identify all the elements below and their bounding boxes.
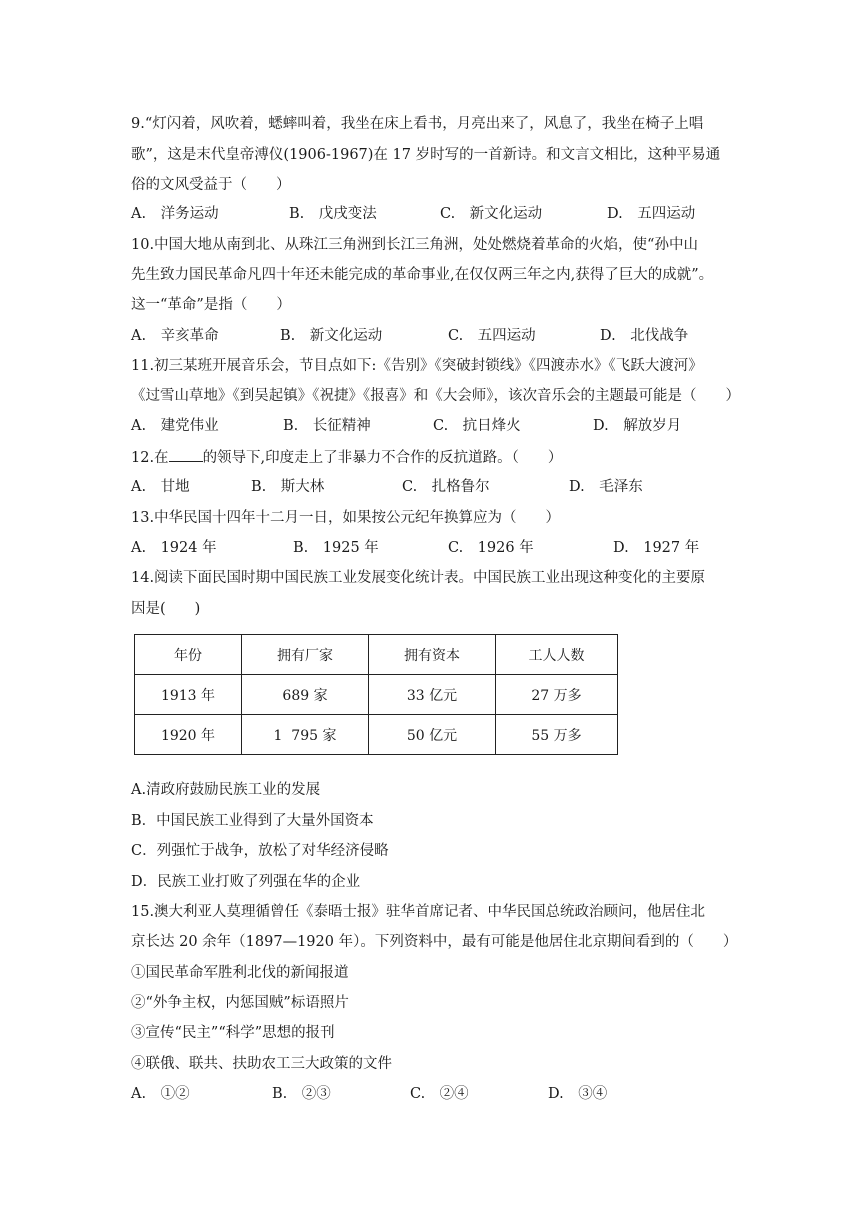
q11-line-1: 11.初三某班开展音乐会，节目点如下:《告别》《突破封锁线》《四渡赤水》《飞跃大渡河》 <box>131 358 703 374</box>
q15-option-c[interactable]: C. ②④ <box>410 1086 469 1102</box>
q11-options <box>131 416 771 436</box>
table-header-cell: 拥有资本 <box>369 635 496 675</box>
q9-option-c[interactable]: C. 新文化运动 <box>440 206 543 222</box>
q15-option-b[interactable]: B. ②③ <box>272 1086 331 1102</box>
q15-line-2: 京长达 20 余年（1897—1920 年）。下列资料中，最有可能是他居住北京期间看到的（ ） <box>131 934 738 950</box>
q10-option-b[interactable]: B. 新文化运动 <box>280 328 383 344</box>
q11-option-b[interactable]: B. 长征精神 <box>283 418 371 434</box>
q12-option-a[interactable]: A. 甘地 <box>131 479 190 495</box>
q11-option-a[interactable]: A. 建党伟业 <box>131 418 219 434</box>
q14-line-2: 因是( ) <box>131 601 201 617</box>
q13-option-a[interactable]: A. 1924 年 <box>131 540 217 556</box>
table-cell: 1913 年 <box>135 675 242 715</box>
q13-option-b[interactable]: B. 1925 年 <box>293 540 379 556</box>
q15-option-a[interactable]: A. ①② <box>131 1086 190 1102</box>
q15-item-4: ④联俄、联共、扶助农工三大政策的文件 <box>131 1056 392 1072</box>
q10-options <box>131 326 771 346</box>
table-cell: 1 795 家 <box>242 715 369 755</box>
q15-item-1: ①国民革命军胜利北伐的新闻报道 <box>131 965 349 981</box>
table-cell: 1920 年 <box>135 715 242 755</box>
q9-option-d[interactable]: D. 五四运动 <box>607 206 696 222</box>
q13-options <box>131 538 771 558</box>
table-header-row <box>135 635 618 675</box>
q9-options <box>131 204 771 224</box>
q15-option-d[interactable]: D. ③④ <box>548 1086 608 1102</box>
q12-option-c[interactable]: C. 扎格鲁尔 <box>402 479 490 495</box>
q12-prefix: 12.在 <box>131 450 169 466</box>
q15-options <box>131 1084 771 1104</box>
q14-option-a[interactable]: A.清政府鼓励民族工业的发展 <box>131 782 321 798</box>
table-header-cell: 工人人数 <box>496 635 618 675</box>
q15-line-1: 15.澳大利亚人莫理循曾任《泰晤士报》驻华首席记者、中华民国总统政治顾问，他居住北 <box>131 904 706 920</box>
q12-stem <box>131 447 562 468</box>
q12-suffix: 的领导下,印度走上了非暴力不合作的反抗道路。（ ） <box>202 450 563 466</box>
table-cell: 50 亿元 <box>369 715 496 755</box>
q12-option-b[interactable]: B. 斯大林 <box>251 479 325 495</box>
q9-line-1: 9.“灯闪着，风吹着，蟋蟀叫着，我坐在床上看书，月亮出来了，风息了，我坐在椅子上唱 <box>131 116 704 132</box>
q9-line-2: 歌”，这是末代皇帝溥仪(1906-1967)在 17 岁时写的一首新诗。和文言文相比，这种平易通 <box>131 147 721 163</box>
q9-option-b[interactable]: B. 戊戌变法 <box>289 206 377 222</box>
table-row <box>135 675 618 715</box>
q11-option-c[interactable]: C. 抗日烽火 <box>433 418 521 434</box>
q12-options <box>131 477 771 497</box>
q10-line-2: 先生致力国民革命凡四十年还未能完成的革命事业,在仅仅两三年之内,获得了巨大的成就”。 <box>131 267 714 283</box>
table-header-cell: 年份 <box>135 635 242 675</box>
q12-blank <box>169 447 203 462</box>
q15-item-2: ②“外争主权，内惩国贼”标语照片 <box>131 995 349 1011</box>
q14-option-b[interactable]: B．中国民族工业得到了大量外国资本 <box>131 813 374 829</box>
q15-item-3: ③宣传“民主”“科学”思想的报刊 <box>131 1025 335 1041</box>
q13-line-1: 13.中华民国十四年十二月一日，如果按公元纪年换算应为（ ） <box>131 510 561 526</box>
table-cell: 689 家 <box>242 675 369 715</box>
q14-line-1: 14.阅读下面民国时期中国民族工业发展变化统计表。中国民族工业出现这种变化的主要原 <box>131 570 706 586</box>
industry-stats-table <box>134 634 618 755</box>
q10-option-a[interactable]: A. 辛亥革命 <box>131 328 219 344</box>
q11-line-2: 《过雪山草地》《到吴起镇》《祝捷》《报喜》和《大会师》，该次音乐会的主题最可能是（ ） <box>131 388 740 404</box>
table-row <box>135 715 618 755</box>
q10-line-3: 这一“革命”是指（ ） <box>131 297 291 313</box>
table-cell: 27 万多 <box>496 675 618 715</box>
q9-option-a[interactable]: A. 洋务运动 <box>131 206 219 222</box>
q13-option-c[interactable]: C. 1926 年 <box>448 540 534 556</box>
q10-option-c[interactable]: C. 五四运动 <box>448 328 536 344</box>
q10-line-1: 10.中国大地从南到北、从珠江三角洲到长江三角洲，处处燃烧着革命的火焰，使“孙中山 <box>131 237 698 253</box>
table-cell: 55 万多 <box>496 715 618 755</box>
table-header-cell: 拥有厂家 <box>242 635 369 675</box>
q9-line-3: 俗的文风受益于（ ） <box>131 177 291 193</box>
q13-option-d[interactable]: D. 1927 年 <box>613 540 700 556</box>
q10-option-d[interactable]: D. 北伐战争 <box>600 328 689 344</box>
q12-option-d[interactable]: D. 毛泽东 <box>569 479 643 495</box>
q14-option-d[interactable]: D．民族工业打败了列强在华的企业 <box>131 874 361 890</box>
q14-option-c[interactable]: C．列强忙于战争，放松了对华经济侵略 <box>131 843 389 859</box>
q11-option-d[interactable]: D. 解放岁月 <box>593 418 682 434</box>
table-cell: 33 亿元 <box>369 675 496 715</box>
